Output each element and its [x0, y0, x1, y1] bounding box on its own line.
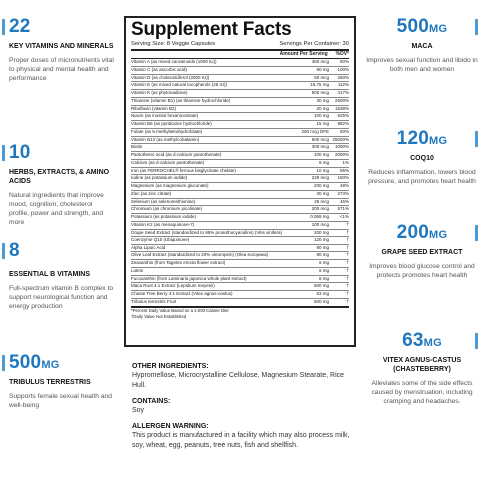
- ingredient-name: Vitamin D (as cholecalciferol (2000 IU)): [131, 74, 210, 80]
- ingredient-name: Chromium (as chromium picolinate): [131, 206, 203, 212]
- ingredient-dv: †: [346, 267, 349, 273]
- servings-per-container: Servings Per Container: 30: [279, 41, 349, 47]
- ingredient-amount: 10 mg: [316, 167, 329, 173]
- ingredient-name: Calcium (as d-calcium pantothenate): [131, 159, 205, 165]
- ingredient-amount: 6 mg: [318, 260, 329, 266]
- ingredient-amount: 9 mg: [318, 159, 329, 165]
- ingredient-name: Biotin: [131, 144, 143, 150]
- highlight-heading: TRIBULUS TERRESTRIS: [9, 379, 91, 386]
- facts-row: [131, 144, 349, 152]
- facts-row: [131, 268, 349, 276]
- serving-size: Serving Size: 8 Veggie Capsules: [131, 41, 216, 47]
- ingredient-name: Potassium (as potassium iodide): [131, 214, 197, 219]
- accent-bar: [475, 225, 478, 241]
- ingredient-name: Maca Root 4:1 Extract (Lepidium meyenii): [131, 283, 215, 289]
- ingredient-amount: 0.069 mg: [310, 214, 329, 219]
- facts-row: [131, 245, 349, 253]
- ingredient-name: Alpha Lipoic Acid: [131, 244, 166, 250]
- ingredient-dv: 2500%: [334, 97, 349, 103]
- ingredient-amount: 500 mg: [313, 283, 329, 289]
- highlight-description: Reduces inflammation, lowers blood pressure, and promotes heart health: [368, 169, 476, 185]
- facts-title: Supplement Facts: [131, 19, 292, 40]
- ingredient-dv: 1000%: [334, 144, 349, 150]
- ingredient-name: Pantothenic acid (as d-calcium pantothenate): [131, 152, 222, 157]
- ingredient-dv: †: [346, 260, 349, 266]
- ingredient-dv: 150%: [337, 175, 349, 181]
- facts-row: [131, 113, 349, 121]
- highlight-amount: 120MG: [396, 128, 448, 149]
- ingredient-name: Zinc (as zinc citrate): [131, 190, 172, 196]
- ingredient-name: Vitamin K2 (as menaquinone-7): [131, 221, 195, 227]
- ingredient-dv: †: [346, 221, 349, 227]
- facts-row: [131, 75, 349, 83]
- ingredient-name: Iron (as FERROCHEL® ferrous bisglycinate chelate): [131, 167, 236, 173]
- ingredient-amount: 200 mcg DFE: [301, 128, 329, 134]
- ingredient-name: Grape Seed Extract (standardized to 95% proanthocyanidins) (Vitis vinifera): [131, 229, 282, 235]
- accent-bar: [475, 333, 478, 349]
- ingredient-name: Vitamin A (as mixed carotenoids (1500 IU)): [131, 59, 217, 64]
- ingredient-amount: 90 mg: [316, 244, 329, 250]
- other-ingredients-text: Hypromellose, Microcrystalline Cellulose, Magnesium Stearate, Rice Hull.: [132, 372, 345, 389]
- highlight-maca: [366, 16, 478, 74]
- other-ingredients-heading: OTHER INGREDIENTS:: [132, 363, 209, 370]
- serving-info: [131, 40, 349, 51]
- facts-row: [131, 199, 349, 207]
- highlight-heading: KEY VITAMINS AND MINERALS: [9, 43, 114, 50]
- facts-row: [131, 183, 349, 191]
- contains-heading: CONTAINS:: [132, 398, 171, 405]
- ingredient-dv: 273%: [337, 190, 349, 196]
- highlight-heading: VITEX AGNUS-CASTUS (CHASTEBERRY): [382, 357, 462, 373]
- ingredient-amount: 50 mcg: [314, 74, 329, 80]
- highlight-heading: COQ10: [410, 155, 434, 162]
- ingredient-amount: 8 mg: [318, 275, 329, 281]
- ingredient-dv: <1%: [339, 214, 349, 219]
- ingredient-info: [132, 362, 357, 451]
- highlight-amount: 500MG: [396, 16, 448, 37]
- facts-row: [131, 98, 349, 106]
- accent-bar: [2, 145, 5, 161]
- ingredient-amount: 16.75 mg: [310, 82, 329, 88]
- ingredient-amount: 300 mcg: [311, 144, 329, 150]
- ingredient-name: Iodine (as potassium iodide): [131, 175, 188, 181]
- ingredient-name: Fucoxanthin (from Laminaria japonica whole plant extract): [131, 275, 247, 281]
- ingredient-amount: 100 mg: [313, 152, 329, 157]
- accent-bar: [2, 19, 5, 35]
- amount-column-label: Amount Per Serving: [279, 51, 328, 57]
- ingredient-amount: 90 mg: [316, 66, 329, 72]
- accent-bar: [475, 131, 478, 147]
- ingredient-amount: 200 mg: [313, 183, 329, 188]
- ingredient-name: Vitamin K (as phytonadione): [131, 90, 188, 95]
- ingredient-dv: 112%: [337, 82, 349, 88]
- facts-row: [131, 152, 349, 160]
- ingredient-name: Zeaxanthin (from Tagetes erecta flower extract): [131, 260, 226, 266]
- ingredient-name: Vitamin C (as ascorbic acid): [131, 66, 187, 72]
- facts-row: [131, 137, 349, 145]
- ingredient-amount: 200 mg: [313, 229, 329, 235]
- ingredient-dv: 25000%: [332, 136, 349, 142]
- ingredient-amount: 20 mg: [316, 105, 329, 111]
- ingredient-amount: 6 mg: [318, 267, 329, 273]
- ingredient-name: Thiamine (vitamin B1) (as thiamine hydrochloride): [131, 97, 231, 103]
- facts-row: [131, 237, 349, 245]
- ingredient-name: Coenzyme Q10 (Ubiquinone): [131, 236, 190, 242]
- highlight-herbs: [2, 142, 114, 227]
- ingredient-amount: 100 mcg: [311, 221, 329, 227]
- ingredient-dv: 1538%: [334, 105, 349, 111]
- allergen-text: This product is manufactured in a facility which may also process milk, soy, wheat, egg, peanuts, tree nuts, fish and shellfish.: [132, 432, 350, 449]
- ingredient-name: Selenium (as selenomethionine): [131, 198, 196, 204]
- highlight-description: Alleviates some of the side effects caused by menstruation, including cramping and headaches.: [371, 380, 473, 405]
- ingredient-dv: †: [346, 298, 349, 304]
- facts-row: [131, 129, 349, 137]
- facts-row: [131, 168, 349, 176]
- highlight-amount: 200MG: [396, 222, 448, 243]
- supplement-facts-panel: [124, 16, 356, 347]
- accent-bar: [475, 19, 478, 35]
- facts-row: [131, 160, 349, 168]
- ingredient-amount: 80 mg: [316, 252, 329, 258]
- ingredient-amount: 25 mcg: [314, 198, 329, 204]
- highlight-amount: 500MG: [9, 352, 60, 373]
- facts-row: [131, 276, 349, 284]
- ingredient-dv: 45%: [339, 198, 349, 204]
- facts-row: [131, 299, 349, 308]
- ingredient-dv: 56%: [339, 167, 349, 173]
- ingredient-dv: 417%: [337, 90, 349, 95]
- ingredient-dv: †: [346, 236, 349, 242]
- facts-row: [131, 260, 349, 268]
- highlight-b-vitamins: [2, 240, 114, 311]
- highlight-description: Improves sexual function and libido in both men and women: [366, 57, 478, 73]
- facts-row: [131, 230, 349, 237]
- ingredient-dv: 100%: [337, 66, 349, 72]
- highlight-coq10: [366, 128, 478, 186]
- ingredient-dv: 625%: [337, 113, 349, 119]
- ingredient-amount: 100 mg: [313, 113, 329, 119]
- facts-row: [131, 67, 349, 75]
- highlight-heading: HERBS, EXTRACTS, & AMINO ACIDS: [9, 169, 110, 185]
- highlight-heading: ESSENTIAL B VITAMINS: [9, 271, 91, 278]
- ingredient-dv: 48%: [339, 183, 349, 188]
- highlight-description: Full-spectrum vitamin B complex to support neurological function and energy production: [9, 285, 114, 310]
- highlight-tribulus: [2, 352, 114, 410]
- facts-row: [131, 222, 349, 230]
- highlight-grape-seed: [366, 222, 478, 280]
- ingredient-name: Chaste Tree Berry 4:1 Extract (Vitex agnus-castus): [131, 291, 233, 297]
- ingredient-dv: †: [346, 275, 349, 281]
- facts-row: [131, 106, 349, 114]
- facts-row: [131, 82, 349, 90]
- highlight-amount: 63MG: [402, 330, 442, 351]
- ingredient-amount: 200 mcg: [311, 206, 329, 212]
- ingredient-dv: †: [346, 252, 349, 258]
- ingredient-amount: 30 mg: [316, 97, 329, 103]
- ingredient-amount: 225 mcg: [311, 175, 329, 181]
- ingredient-dv: †: [346, 291, 349, 297]
- ingredient-amount: 120 mg: [313, 236, 329, 242]
- ingredient-name: Vitamin B12 (as methylcobalamin): [131, 136, 200, 142]
- allergen-heading: ALLERGEN WARNING:: [132, 423, 209, 430]
- ingredient-dv: †: [346, 229, 349, 235]
- footnote-dv: *Percent Daily Value Based on a 2,000 Calorie Diet: [131, 307, 229, 313]
- highlight-description: Improves blood glucose control and protects promotes heart health: [369, 263, 475, 279]
- footnote-not-established: †Daily Value Not Established: [131, 313, 187, 319]
- highlight-key-vitamins: [2, 16, 114, 83]
- highlight-vitex: [366, 330, 478, 406]
- facts-row: [131, 206, 349, 214]
- ingredient-dv: 2000%: [334, 152, 349, 157]
- facts-row: [131, 214, 349, 222]
- ingredient-name: Riboflavin (vitamin B2): [131, 105, 177, 111]
- ingredient-amount: 30 mg: [316, 190, 329, 196]
- ingredient-dv: 571%: [337, 206, 349, 212]
- ingredient-amount: 500 mg: [313, 298, 329, 304]
- ingredient-dv: 250%: [337, 74, 349, 80]
- facts-row: [131, 283, 349, 291]
- highlight-amount: 22: [9, 16, 31, 37]
- ingredient-dv: 50%: [339, 59, 349, 64]
- facts-row: [131, 90, 349, 98]
- ingredient-amount: 600 mcg: [311, 136, 329, 142]
- ingredient-dv: 1%: [342, 159, 349, 165]
- ingredient-dv: †: [346, 244, 349, 250]
- accent-bar: [2, 355, 5, 371]
- highlight-description: Natural ingredients that improve mood, cognition, cholesterol profile, power and strength, and more: [9, 192, 104, 226]
- facts-row: [131, 252, 349, 260]
- contains-text: Soy: [132, 407, 145, 414]
- ingredient-name: Vitamin E (as mixed natural tocopherols (25 IU)): [131, 82, 227, 88]
- ingredient-dv: 882%: [337, 121, 349, 126]
- ingredient-amount: 63 mg: [316, 291, 329, 297]
- facts-row: [131, 291, 349, 299]
- facts-row: [131, 121, 349, 129]
- ingredient-name: Olive Leaf Extract (standardized to 20% oleuropein) (Olea europaea): [131, 252, 269, 258]
- ingredient-amount: 500 mcg: [311, 90, 329, 95]
- highlight-heading: GRAPE SEED EXTRACT: [381, 249, 463, 256]
- facts-row: [131, 59, 349, 67]
- accent-bar: [2, 243, 5, 259]
- ingredient-dv: 50%: [339, 128, 349, 134]
- ingredient-name: Niacin (as inositol hexanicotinate): [131, 113, 199, 119]
- ingredient-name: Tribulus terrestris Fruit: [131, 298, 176, 304]
- highlight-description: Supports female sexual health and well-being: [9, 393, 112, 409]
- ingredient-name: Folate (as 5-methyltetrahydrofolate): [131, 128, 203, 134]
- dv-column-label: %DV*: [335, 51, 349, 57]
- ingredient-dv: †: [346, 283, 349, 289]
- ingredient-amount: 450 mcg: [311, 59, 329, 64]
- facts-row: [131, 175, 349, 183]
- highlight-amount: 8: [9, 240, 20, 261]
- facts-column-header: [131, 51, 349, 59]
- ingredient-name: Magnesium (as magnesium gluconate): [131, 183, 209, 188]
- facts-row: [131, 191, 349, 199]
- ingredient-amount: 15 mg: [316, 121, 329, 126]
- ingredient-name: Vitamin B6 (as pyridoxine hydrochloride): [131, 121, 212, 126]
- highlight-heading: MACA: [411, 43, 433, 50]
- ingredient-name: Lutein: [131, 267, 144, 273]
- highlight-description: Proper doses of micronutrients vital to physical and mental health and performance: [9, 57, 114, 82]
- highlight-amount: 10: [9, 142, 31, 163]
- facts-rows: [131, 59, 349, 308]
